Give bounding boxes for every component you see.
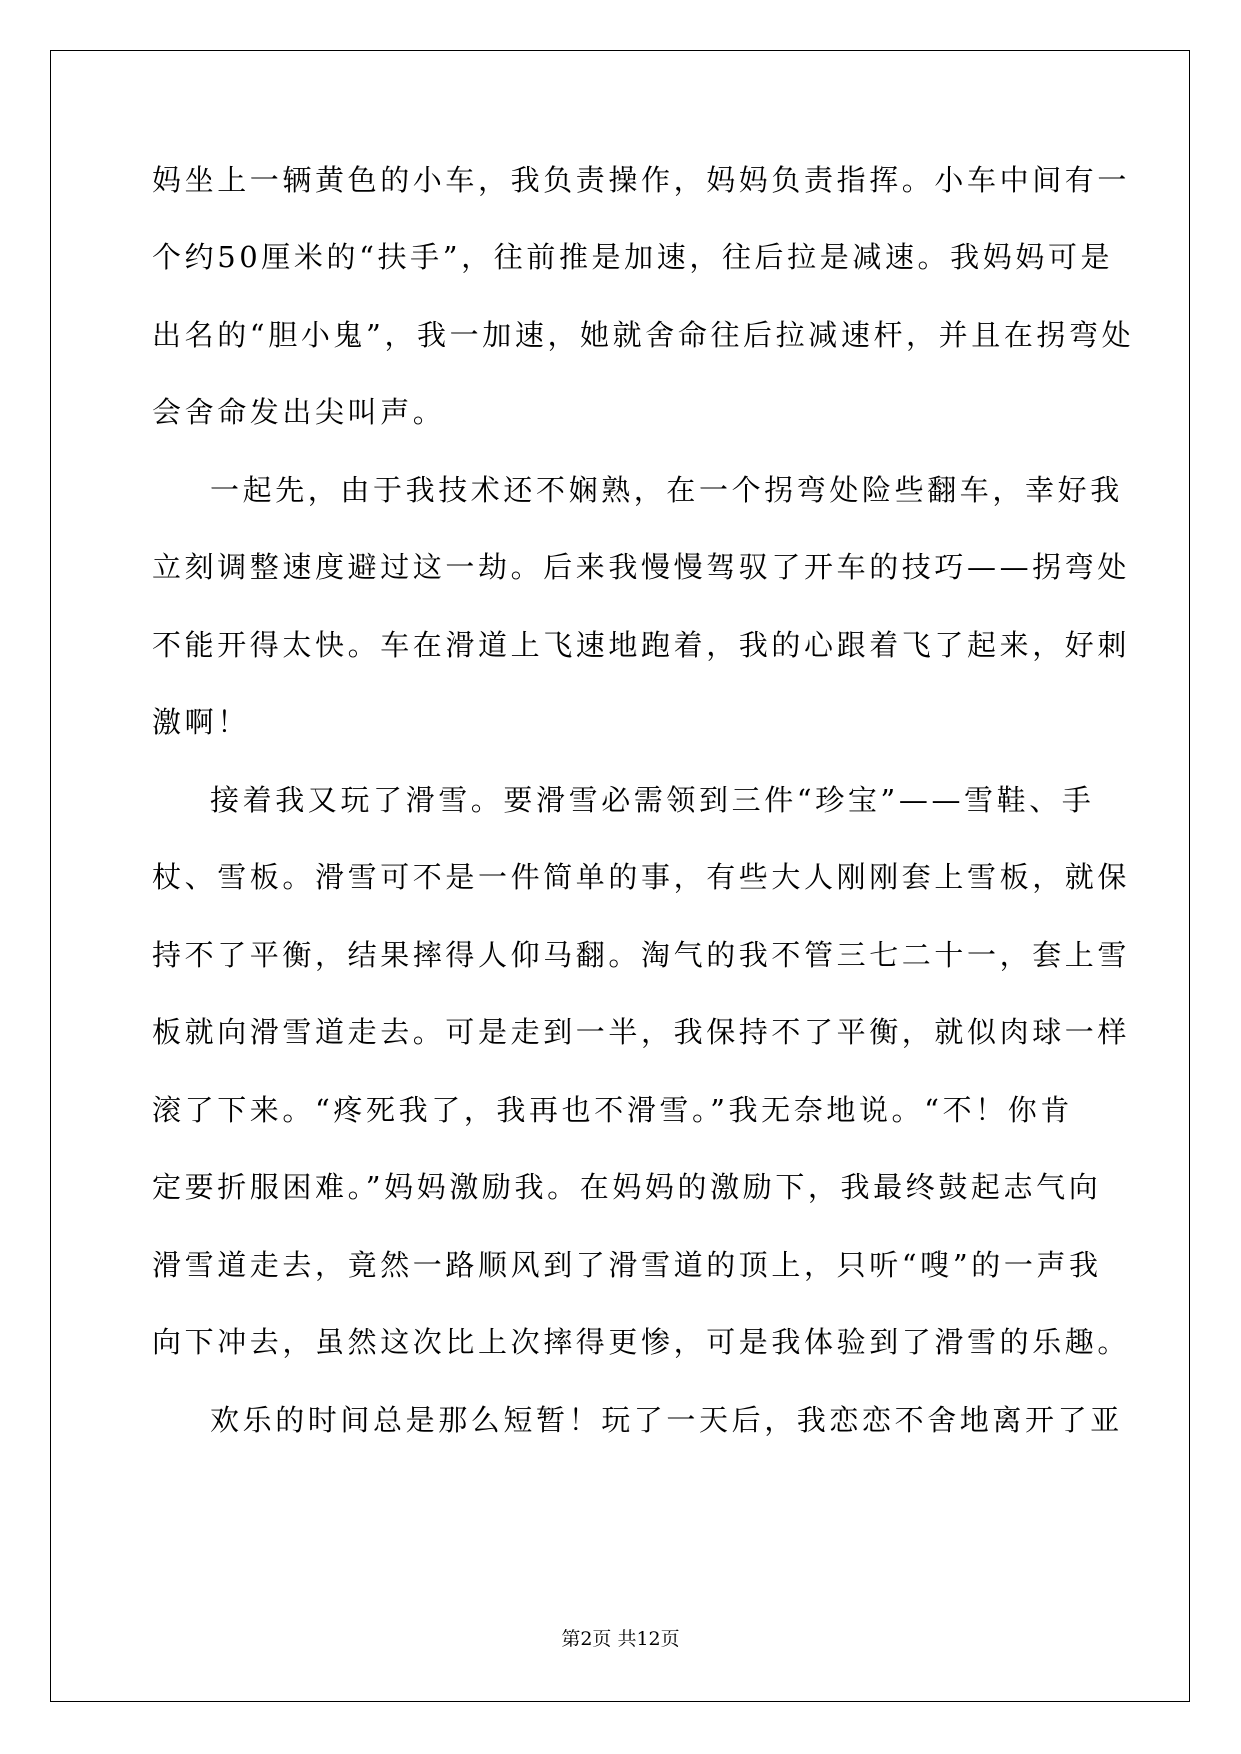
text-line: 板就向滑雪道走去。可是走到一半，我保持不了平衡，就似肉球一样 xyxy=(152,1015,1131,1049)
text-line: 激啊！ xyxy=(152,705,250,739)
text-line: 向下冲去，虽然这次比上次摔得更惨，可是我体验到了滑雪的乐趣。 xyxy=(152,1325,1131,1359)
paragraph-first-line: 接着我又玩了滑雪。要滑雪必需领到三件“珍宝”——雪鞋、手 xyxy=(210,783,1095,817)
text-line: 出名的“胆小鬼”，我一加速，她就舍命往后拉减速杆，并且在拐弯处 xyxy=(152,318,1135,352)
text-line: 不能开得太快。车在滑道上飞速地跑着，我的心跟着飞了起来，好刺 xyxy=(152,628,1131,662)
paragraph-first-line: 欢乐的时间总是那么短暂！玩了一天后，我恋恋不舍地离开了亚 xyxy=(210,1403,1123,1437)
text-line: 持不了平衡，结果摔得人仰马翻。淘气的我不管三七二十一，套上雪 xyxy=(152,938,1131,972)
text-line: 会舍命发出尖叫声。 xyxy=(152,395,446,429)
text-line: 个约50厘米的“扶手”，往前推是加速，往后拉是减速。我妈妈可是 xyxy=(152,240,1114,274)
text-line: 立刻调整速度避过这一劫。后来我慢慢驾驭了开车的技巧——拐弯处 xyxy=(152,550,1131,584)
text-line: 定要折服困难。”妈妈激励我。在妈妈的激励下，我最终鼓起志气向 xyxy=(152,1170,1102,1204)
text-line: 滚了下来。“疼死我了，我再也不滑雪。”我无奈地说。“不！你肯 xyxy=(152,1093,1073,1127)
paragraph-first-line: 一起先，由于我技术还不娴熟，在一个拐弯处险些翻车，幸好我 xyxy=(210,473,1123,507)
text-line: 妈坐上一辆黄色的小车，我负责操作，妈妈负责指挥。小车中间有一 xyxy=(152,163,1131,197)
text-line: 滑雪道走去，竟然一路顺风到了滑雪道的顶上，只听“嗖”的一声我 xyxy=(152,1248,1102,1282)
text-line: 杖、雪板。滑雪可不是一件简单的事，有些大人刚刚套上雪板，就保 xyxy=(152,860,1131,894)
page-footer: 第2页 共12页 xyxy=(561,1628,680,1650)
